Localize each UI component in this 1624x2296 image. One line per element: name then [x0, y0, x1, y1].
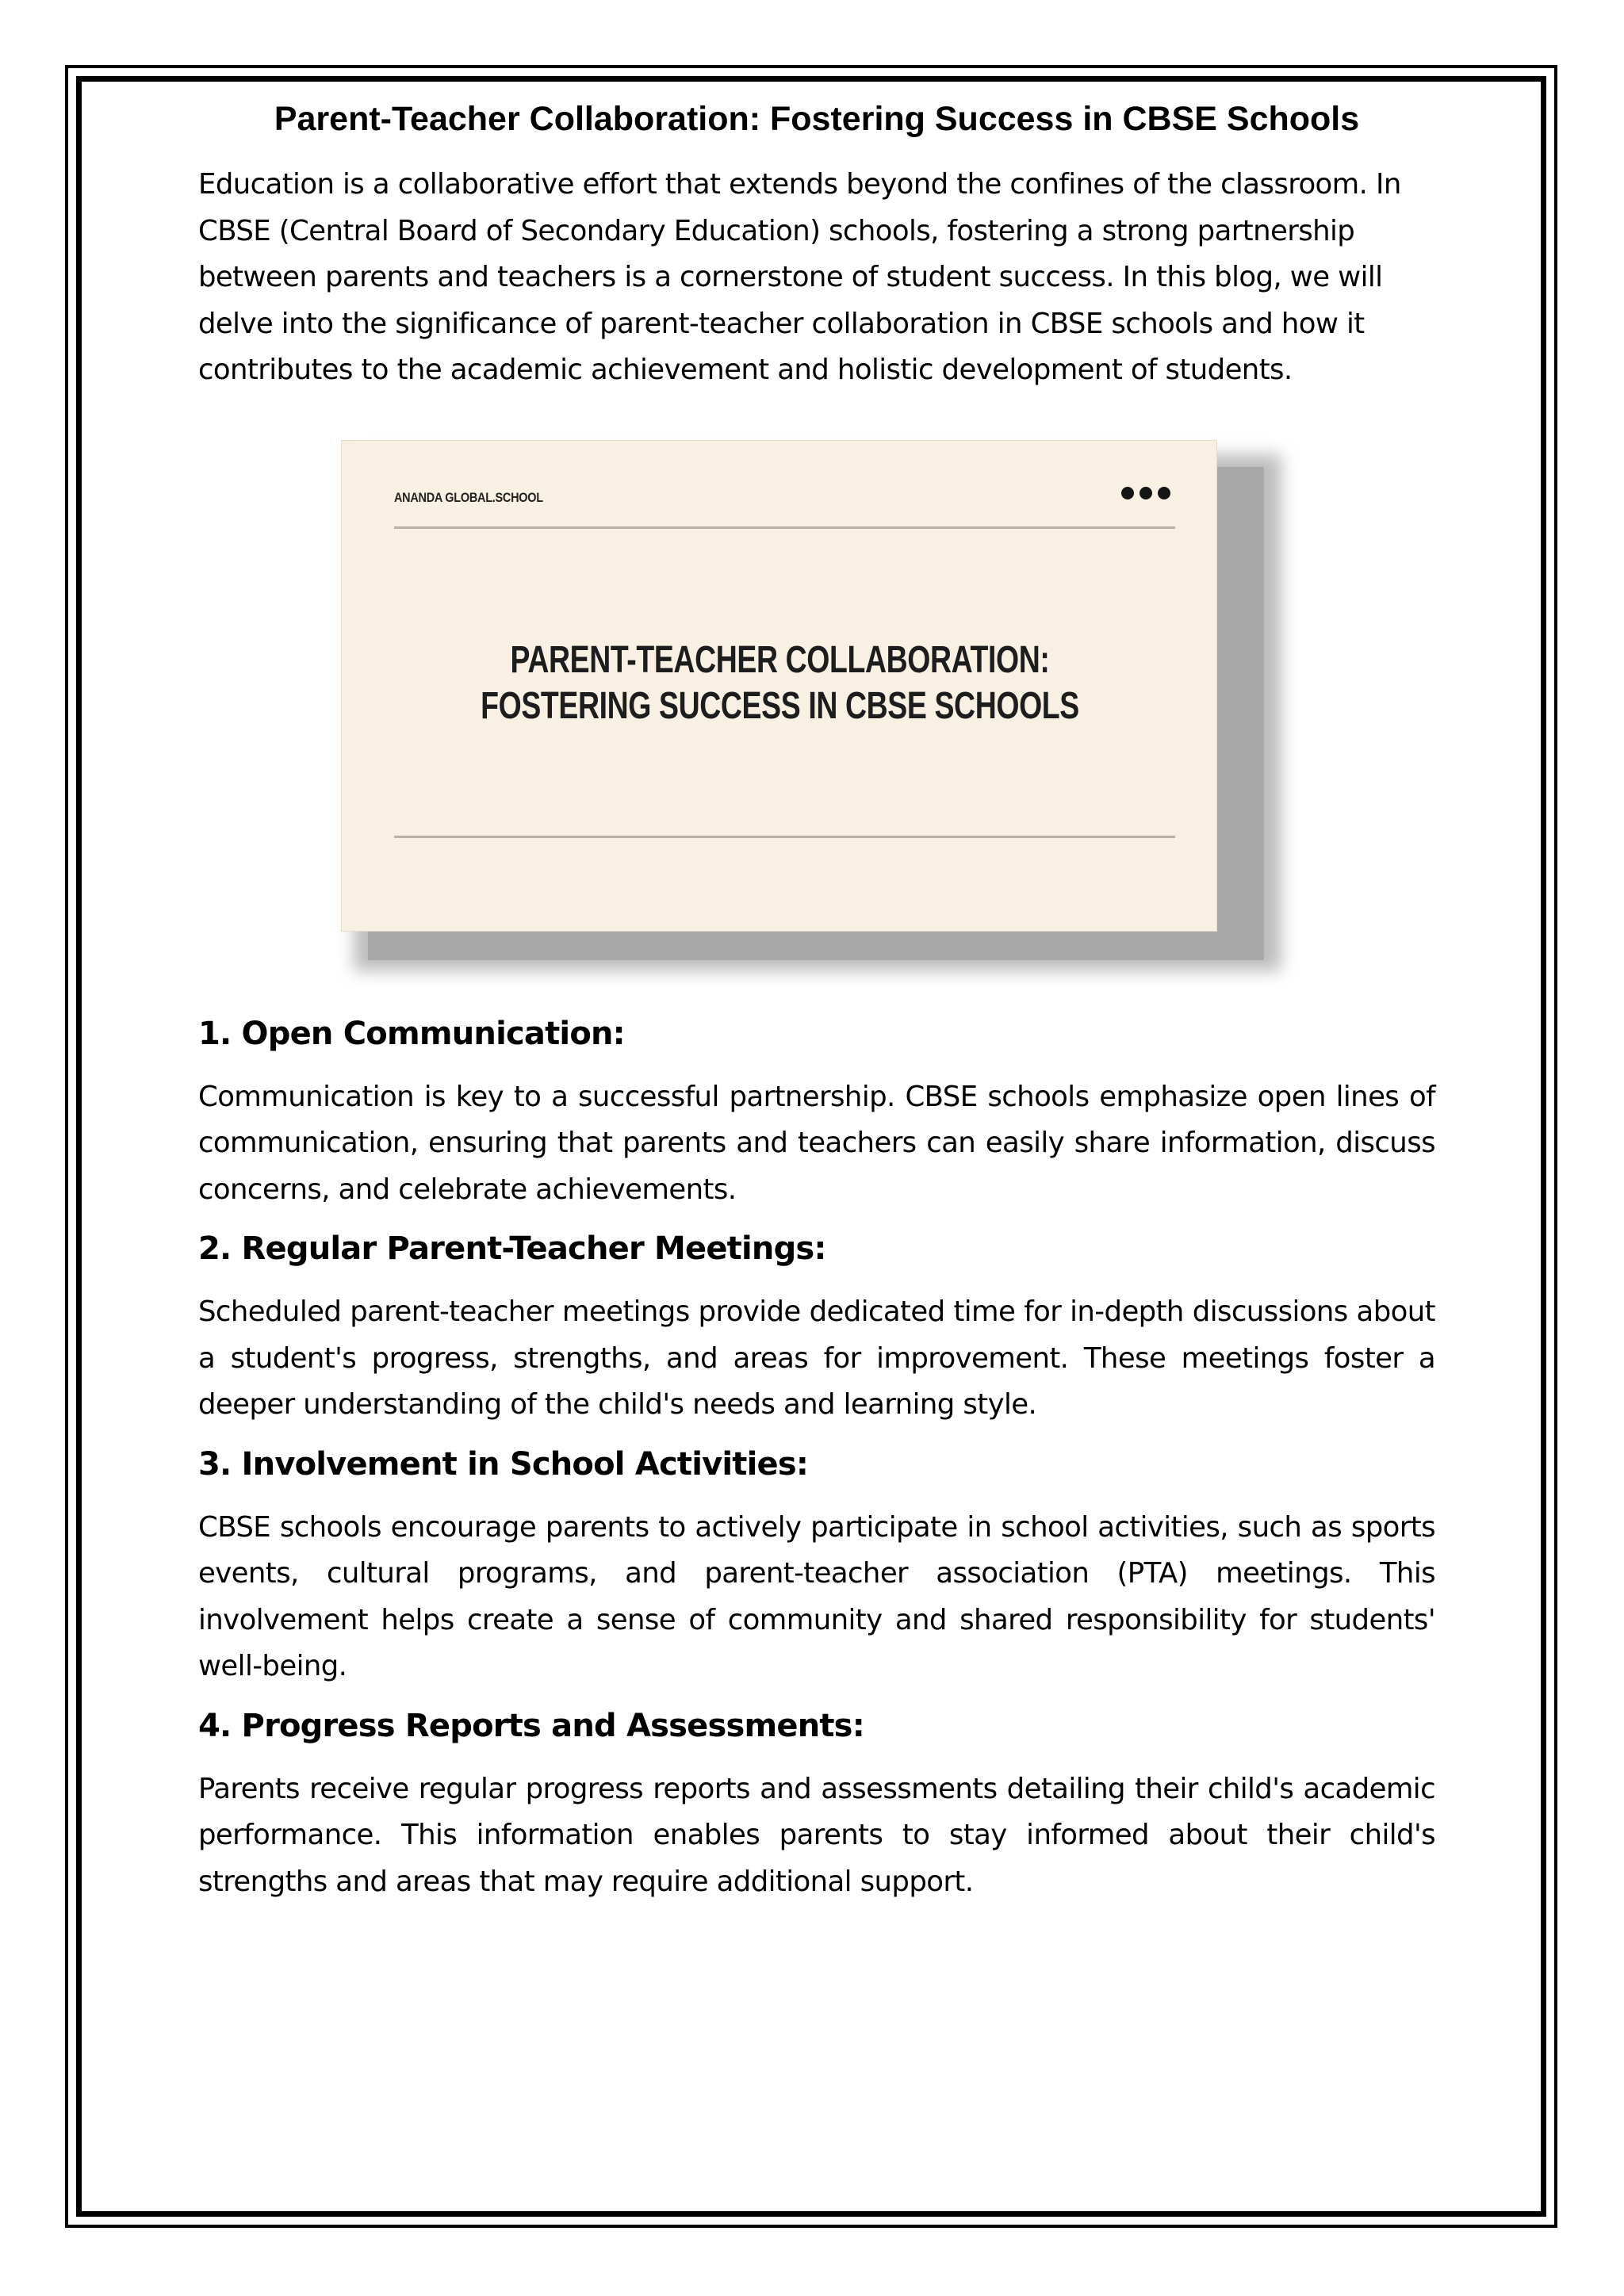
section-body-parent-teacher-meetings: Scheduled parent-teacher meetings provide dedicated time for in-depth discussions about a student's progress, strengths, and areas for improvement. These meetings foster a deeper understanding of the child's needs and learning style.	[198, 1295, 1435, 1421]
section-body-open-communication: Communication is key to a successful partnership. CBSE schools emphasize open lines of communication, ensuring that parents and teachers can easily share information, discuss concerns, and celebrate achievements.	[198, 1080, 1435, 1206]
section-heading-school-activities: 3. Involvement in School Activities:	[198, 1445, 809, 1483]
section-heading-progress-reports: 4. Progress Reports and Assessments:	[198, 1707, 864, 1744]
dot	[1121, 487, 1134, 499]
document-title: Parent-Teacher Collaboration: Fostering Success in CBSE Schools	[274, 100, 1360, 138]
banner-image	[341, 440, 1269, 995]
more-dots-icon	[1121, 487, 1170, 499]
section-body-school-activities: CBSE schools encourage parents to actively participate in school activities, such as sports events, cultural programs, and parent-teacher association (PTA) meetings. This involvement helps create a sense of community and shared responsibility for students' well-being.	[198, 1510, 1435, 1682]
banner-school-name: ANANDA GLOBAL.SCHOOL	[394, 489, 543, 505]
section-heading-parent-teacher-meetings: 2. Regular Parent-Teacher Meetings:	[198, 1230, 826, 1267]
document-body	[198, 94, 1435, 1905]
dot	[1158, 487, 1170, 499]
banner-headline: PARENT-TEACHER COLLABORATION: FOSTERING SUCCESS IN CBSE SCHOOLS	[481, 638, 1079, 727]
banner-divider-top	[394, 526, 1175, 529]
section-heading-open-communication: 1. Open Communication:	[198, 1015, 625, 1052]
banner-card	[341, 440, 1217, 932]
intro-paragraph: Education is a collaborative effort that extends beyond the confines of the classroom. In CBSE (Central Board of Secondary Education) schools, fostering a strong partnership between parents and teachers is a cornerstone of student success. In this blog, we will delve into the significance of parent-teacher collaboration in CBSE schools and how it contributes to the academic achievement and holistic development of students.	[198, 168, 1401, 386]
dot	[1139, 487, 1152, 499]
banner-divider-bottom	[394, 836, 1175, 838]
section-body-progress-reports: Parents receive regular progress reports and assessments detailing their child's academic performance. This information enables parents to stay informed about their child's strengths and areas that may require additional support.	[198, 1772, 1435, 1898]
